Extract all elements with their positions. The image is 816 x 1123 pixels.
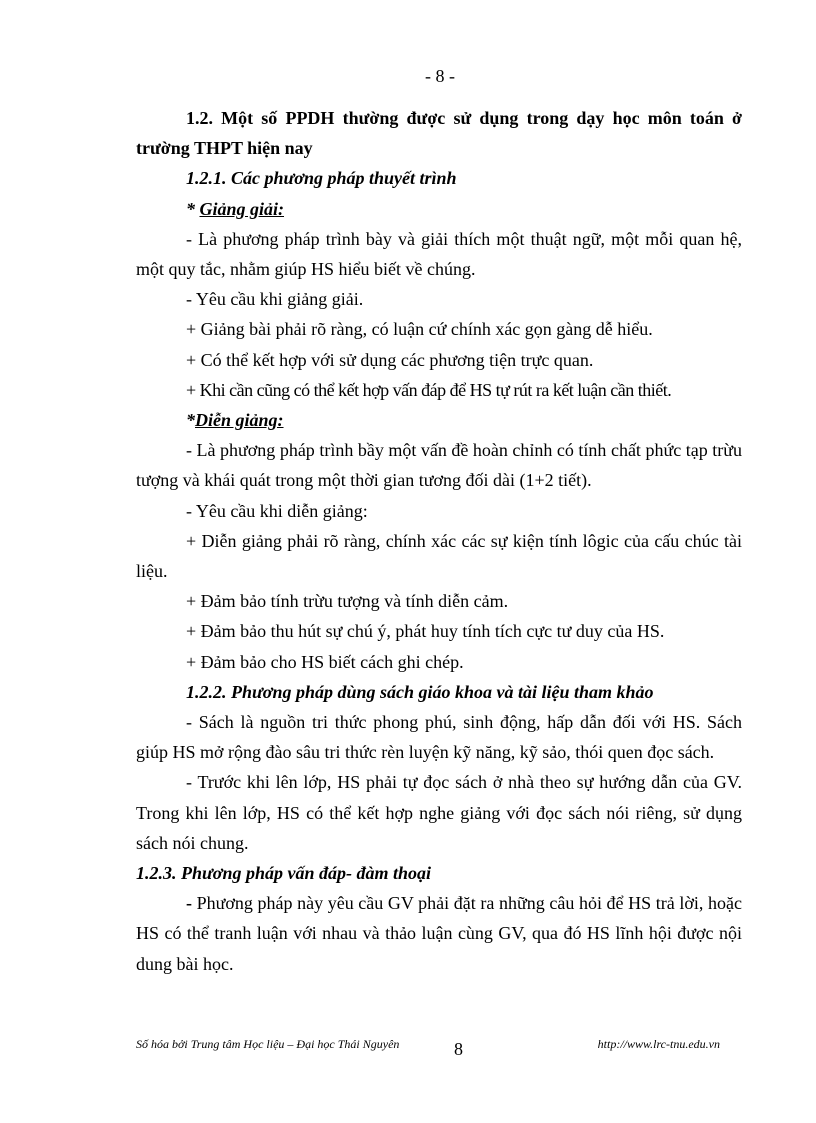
section-heading-1-2: 1.2. Một số PPDH thường được sử dụng trong dạy học môn toán ở trường THPT hiện nay [136, 108, 742, 159]
paragraph-dash: - [186, 893, 197, 914]
paragraph: + Giảng bài phải rõ ràng, có luận cứ chính xác gọn gàng dễ hiểu. [186, 319, 653, 340]
page-number-header: - 8 - [425, 66, 455, 86]
document-body [136, 103, 742, 979]
paragraph: + Khi cần cũng có thể kết hợp vấn đáp để HS tự rút ra kết luận cần thiết. [186, 379, 672, 400]
paragraph-text: Phương pháp này yêu cầu GV phải đặt ra những câu hỏi để HS trả lời, hoặc HS có thể tranh luận với nhau và thảo luận cùng GV, qua đó HS lĩnh hội được nội dung bài học. [136, 893, 742, 974]
paragraph [136, 888, 742, 979]
paragraph: + Đảm bảo tính trừu tượng và tính diễn cảm. [186, 591, 509, 612]
paragraph: - Trước khi lên lớp, HS phải tự đọc sách ở nhà theo sự hướng dẫn của GV. Trong khi lên lớp, HS có thể kết hợp nghe giảng với đọc sách nói riêng, sử dụng sách nói chung. [136, 772, 742, 853]
subheading-dien-giang [136, 405, 742, 435]
footer-page-number: 8 [454, 1039, 463, 1059]
footer-url: http://www.lrc-tnu.edu.vn [597, 1037, 720, 1051]
page-footer [136, 1037, 742, 1067]
subheading-giang-giai [136, 194, 742, 224]
section-heading-1-2-2: 1.2.2. Phương pháp dùng sách giáo khoa và tài liệu tham khảo [186, 681, 654, 702]
paragraph: + Diễn giảng phải rõ ràng, chính xác các sự kiện tính lôgic của cấu chúc tài liệu. [136, 530, 742, 582]
paragraph: - Yêu cầu khi giảng giải. [186, 289, 364, 310]
paragraph: + Đảm bảo cho HS biết cách ghi chép. [186, 651, 464, 672]
paragraph: + Có thể kết hợp với sử dụng các phương tiện trực quan. [186, 349, 594, 370]
subheading-star: * [186, 410, 195, 431]
paragraph: - Sách là nguồn tri thức phong phú, sinh động, hấp dẫn đối với HS. Sách giúp HS mở rộng đào sâu tri thức rèn luyện kỹ năng, kỹ sảo, thói quen đọc sách. [136, 712, 742, 763]
footer-source: Số hóa bởi Trung tâm Học liệu – Đại học Thái Nguyên [136, 1037, 400, 1051]
paragraph: - Yêu cầu khi diễn giảng: [186, 500, 368, 521]
paragraph: + Đảm bảo thu hút sự chú ý, phát huy tính tích cực tư duy của HS. [186, 621, 665, 642]
paragraph: - Là phương pháp trình bầy một vấn đề hoàn chỉnh có tính chất phức tạp trừu tượng và khái quát trong một thời gian tương đối dài (1+2 tiết). [136, 440, 742, 491]
paragraph: - Là phương pháp trình bày và giải thích một thuật ngữ, một mỗi quan hệ, một quy tắc, nhằm giúp HS hiểu biết về chúng. [136, 228, 742, 280]
section-heading-1-2-1: 1.2.1. Các phương pháp thuyết trình [186, 168, 457, 189]
section-heading-1-2-3: 1.2.3. Phương pháp vấn đáp- đàm thoại [136, 863, 431, 884]
subheading-dien-giang-title: Diễn giảng: [195, 410, 284, 431]
subheading-giang-giai-title: Giảng giải: [199, 198, 285, 219]
subheading-star: * [186, 198, 200, 219]
